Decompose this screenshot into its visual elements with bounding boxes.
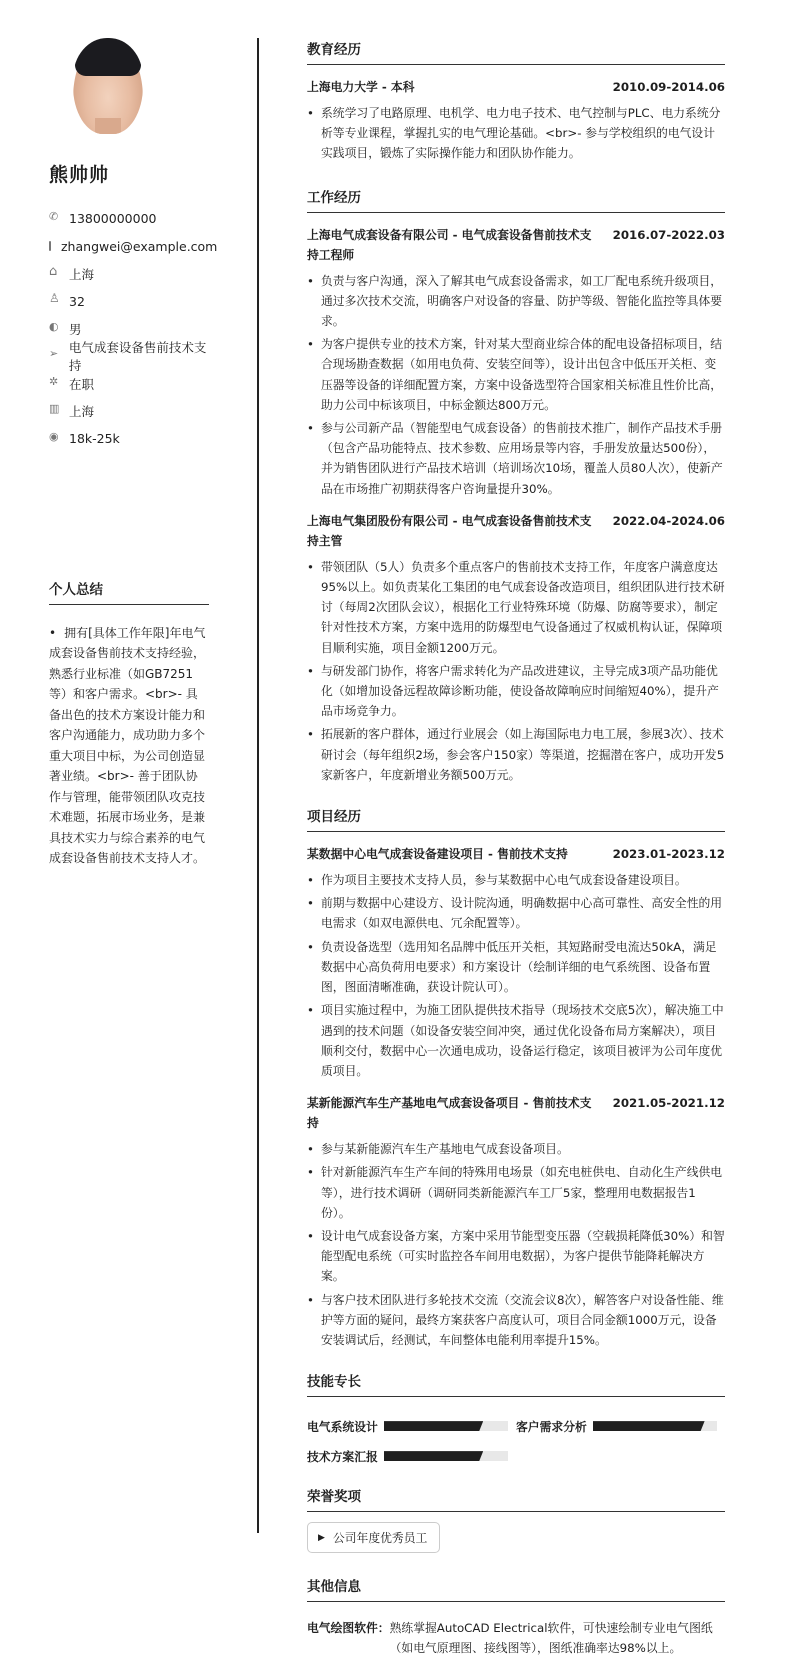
- projects-section: [307, 805, 725, 1350]
- mail-icon: [49, 241, 51, 251]
- info-location-text: 上海: [69, 266, 95, 282]
- honors-title: 荣誉奖项: [307, 1485, 725, 1512]
- skills-grid: [307, 1411, 725, 1471]
- bullet-item: • 作为项目主要技术支持人员，参与某数据中心电气成套设备建设项目。: [307, 870, 725, 890]
- skill-bar: [384, 1451, 508, 1461]
- skill-bar-fill: [593, 1421, 705, 1431]
- main-content: [307, 38, 725, 1658]
- city-icon: [49, 405, 61, 417]
- skill-bar-fill: [384, 1421, 483, 1431]
- bullet-list: [307, 870, 725, 1081]
- bullet-item: • 项目实施过程中，为施工团队提供技术指导（现场技术交底5次），解决施工中遇到的技术问题（如设备安装空间冲突，通过优化设备布局方案解决），项目顺利交付，数据中心一次通电成功，设备运行稳定，该项目被评为公司年度优质项目。: [307, 1000, 725, 1081]
- info-age-text: 32: [69, 293, 85, 309]
- bullet-item: • 负责与客户沟通，深入了解其电气成套设备需求，如工厂配电系统升级项目，通过多次技术交流，明确客户对设备的容量、防护等级、智能化监控等具体要求。: [307, 271, 725, 332]
- skill-row: [307, 1411, 725, 1441]
- info-email-text: zhangwei@example.com: [61, 238, 218, 254]
- skill-item: [307, 1418, 516, 1435]
- status-icon: [49, 378, 61, 390]
- summary-body: 拥有[具体工作年限]年电气成套设备售前技术支持经验，熟悉行业标准（如GB7251等）和客户需求。<br>- 具备出色的技术方案设计能力和客户沟通能力，成功助力多个重大项目中标，为公司创造显著业绩。<br>- 善于团队协作与管理，能带领团队攻克技术难题，拓展市场业务，是兼具技术实力与综合素养的电气成套设备售前技术支持人才。: [49, 625, 206, 865]
- info-item-email: [49, 233, 217, 261]
- skill-bar: [593, 1421, 717, 1431]
- entry-title: 上海电力大学 - 本科: [307, 80, 415, 94]
- projects-title: 项目经历: [307, 805, 725, 832]
- avatar: [73, 38, 143, 134]
- avatar-neck: [95, 118, 121, 134]
- bullet-item: • 为客户提供专业的技术方案，针对某大型商业综合体的配电设备招标项目，结合现场勘查数据（如用电负荷、安装空间等），设计出包含中低压开关柜、变压器等设备的详细配置方案，方案中设备选型符合国家相关标准且性价比高，助力公司中标该项目，中标金额达800万元。: [307, 334, 725, 415]
- other-key: 电气绘图软件：: [307, 1621, 390, 1636]
- entry-date: 2010.09-2014.06: [612, 80, 725, 94]
- award-label: 公司年度优秀员工: [332, 1531, 428, 1546]
- bullet-item: • 前期与数据中心建设方、设计院沟通，明确数据中心高可靠性、高安全性的用电需求（如双电源供电、冗余配置等）。: [307, 893, 725, 933]
- info-item-position: [49, 340, 217, 374]
- skills-section: [307, 1370, 725, 1471]
- entry-title: 上海电气成套设备有限公司 - 电气成套设备售前技术支持工程师: [307, 227, 592, 262]
- entry-date: 2023.01-2023.12: [612, 847, 725, 862]
- entry-head: [307, 844, 725, 864]
- salary-icon: [49, 433, 61, 445]
- bullet-item: • 与客户技术团队进行多轮技术交流（交流会议8次），解答客户对设备性能、维护等方面的疑问，最终方案获客户高度认可，项目合同金额1000万元，设备安装调试后，经测试，车间整体电能利用率提升15%。: [307, 1290, 725, 1351]
- info-item-phone: [49, 205, 217, 233]
- entry-head: [307, 511, 725, 551]
- bullet-item: • 针对新能源汽车生产车间的特殊用电场景（如充电桩供电、自动化生产线供电等），进行技术调研（调研同类新能源汽车工厂5家，整理用电数据报告1份）。: [307, 1162, 725, 1223]
- award-toggle[interactable]: [307, 1522, 440, 1553]
- age-icon: [49, 295, 61, 307]
- skill-item: [516, 1418, 725, 1435]
- contact-info-list: [49, 205, 217, 453]
- profile-name: 熊帅帅: [49, 164, 110, 186]
- other-section: [307, 1575, 725, 1658]
- work-entry: [307, 225, 725, 499]
- bullet-item: • 参与公司新产品（智能型电气成套设备）的售前技术推广，制作产品技术手册（包含产品功能特点、技术参数、应用场景等内容，手册发放量达500份），并为销售团队进行产品技术培训（培训场次10场，覆盖人员80人次），使新产品在市场推广初期获得客户咨询量提升30%。: [307, 418, 725, 499]
- phone-icon: [49, 213, 61, 225]
- caret-right-icon: ▶: [318, 1532, 325, 1543]
- project-entry: [307, 844, 725, 1081]
- info-salary-text: 18k-25k: [69, 431, 120, 447]
- education-entry: [307, 77, 725, 164]
- bullet-item: • 与研发部门协作，将客户需求转化为产品改进建议，主导完成3项产品功能优化（如增加设备远程故障诊断功能，使设备故障响应时间缩短40%），提升产品市场竞争力。: [307, 661, 725, 722]
- entry-title: 某新能源汽车生产基地电气成套设备项目 - 售前技术支持: [307, 1096, 592, 1131]
- bullet-list: [307, 1139, 725, 1350]
- info-position-text: 电气成套设备售前技术支持: [68, 340, 207, 374]
- project-entry: [307, 1093, 725, 1350]
- info-item-location: [49, 260, 217, 288]
- entry-title: 上海电气集团股份有限公司 - 电气成套设备售前技术支持主管: [307, 513, 592, 548]
- work-section: [307, 186, 725, 785]
- bullet-item: • 参与某新能源汽车生产基地电气成套设备项目。: [307, 1139, 725, 1159]
- entry-head: [307, 225, 725, 265]
- entry-date: 2021.05-2021.12: [612, 1096, 725, 1111]
- entry-date: 2016.07-2022.03: [612, 227, 725, 242]
- bullet-item: • 拓展新的客户群体，通过行业展会（如上海国际电力电工展，参展3次）、技术研讨会（每年组织2场，参会客户150家）等渠道，挖掘潜在客户，成功开发5家新客户，年度新增业务额500万元。: [307, 724, 725, 785]
- skill-label: 技术方案汇报: [307, 1449, 378, 1464]
- skill-label: 电气系统设计: [307, 1419, 378, 1434]
- info-status-text: 在职: [69, 376, 95, 392]
- skills-title: 技能专长: [307, 1370, 725, 1397]
- bullet-list: [307, 557, 725, 785]
- info-item-salary: [49, 425, 217, 453]
- info-city-text: 上海: [69, 404, 95, 420]
- send-icon: [49, 350, 61, 362]
- entry-head: [307, 1093, 725, 1133]
- sidebar: [49, 38, 217, 869]
- info-phone-text: 13800000000: [69, 211, 157, 227]
- honors-section: [307, 1485, 725, 1553]
- summary-text: [49, 623, 209, 869]
- home-icon: [49, 268, 61, 280]
- bullet-list: [307, 103, 725, 164]
- summary-title: 个人总结: [49, 578, 209, 605]
- column-divider: [257, 38, 259, 1533]
- info-item-city: [49, 398, 217, 426]
- bullet-item: • 带领团队（5人）负责多个重点客户的售前技术支持工作，年度客户满意度达95%以上。如负责某化工集团的电气成套设备改造项目，组织团队进行技术研讨（每周2次团队会议），根据化工行业特殊环境（防爆、防腐等要求），制定针对性技术方案，方案中选用的防爆型电气设备通过了权威机构认证，保障项目顺利实施，项目金额1200万元。: [307, 557, 725, 658]
- skill-bar-fill: [384, 1451, 483, 1461]
- gender-icon: [49, 323, 61, 335]
- bullet-list: [307, 271, 725, 499]
- other-value: 熟练掌握AutoCAD Electrical软件，可快速绘制专业电气图纸（如电气原理图、接线图等），图纸准确率达98%以上。: [389, 1621, 713, 1656]
- info-gender-text: 男: [69, 321, 82, 337]
- work-entry: [307, 511, 725, 785]
- avatar-hair: [75, 38, 141, 76]
- bullet-item: • 系统学习了电路原理、电机学、电力电子技术、电气控制与PLC、电力系统分析等专业课程，掌握扎实的电气理论基础。<br>- 参与学校组织的电气设计实践项目，锻炼了实际操作能力和团队协作能力。: [307, 103, 725, 164]
- other-item: [307, 1618, 725, 1658]
- bullet-item: • 设计电气成套设备方案，方案中采用节能型变压器（空载损耗降低30%）和智能型配电系统（可实时监控各车间用电数据），为客户提供节能降耗解决方案。: [307, 1226, 725, 1287]
- entry-title: 某数据中心电气成套设备建设项目 - 售前技术支持: [307, 847, 568, 862]
- info-item-age: [49, 288, 217, 316]
- skill-item: [307, 1448, 521, 1465]
- education-title: 教育经历: [307, 38, 725, 65]
- work-title: 工作经历: [307, 186, 725, 213]
- entry-date: 2022.04-2024.06: [612, 513, 725, 528]
- skill-bar: [384, 1421, 508, 1431]
- bullet-item: • 负责设备选型（选用知名品牌中低压开关柜，其短路耐受电流达50kA，满足数据中心高负荷用电要求）和方案设计（绘制详细的电气系统图、设备布置图，图面清晰准确，获设计院认可）。: [307, 937, 725, 998]
- skill-row: [307, 1441, 725, 1471]
- other-title: 其他信息: [307, 1575, 725, 1602]
- entry-head: [307, 77, 725, 97]
- education-section: [307, 38, 725, 164]
- skill-label: 客户需求分析: [516, 1419, 587, 1434]
